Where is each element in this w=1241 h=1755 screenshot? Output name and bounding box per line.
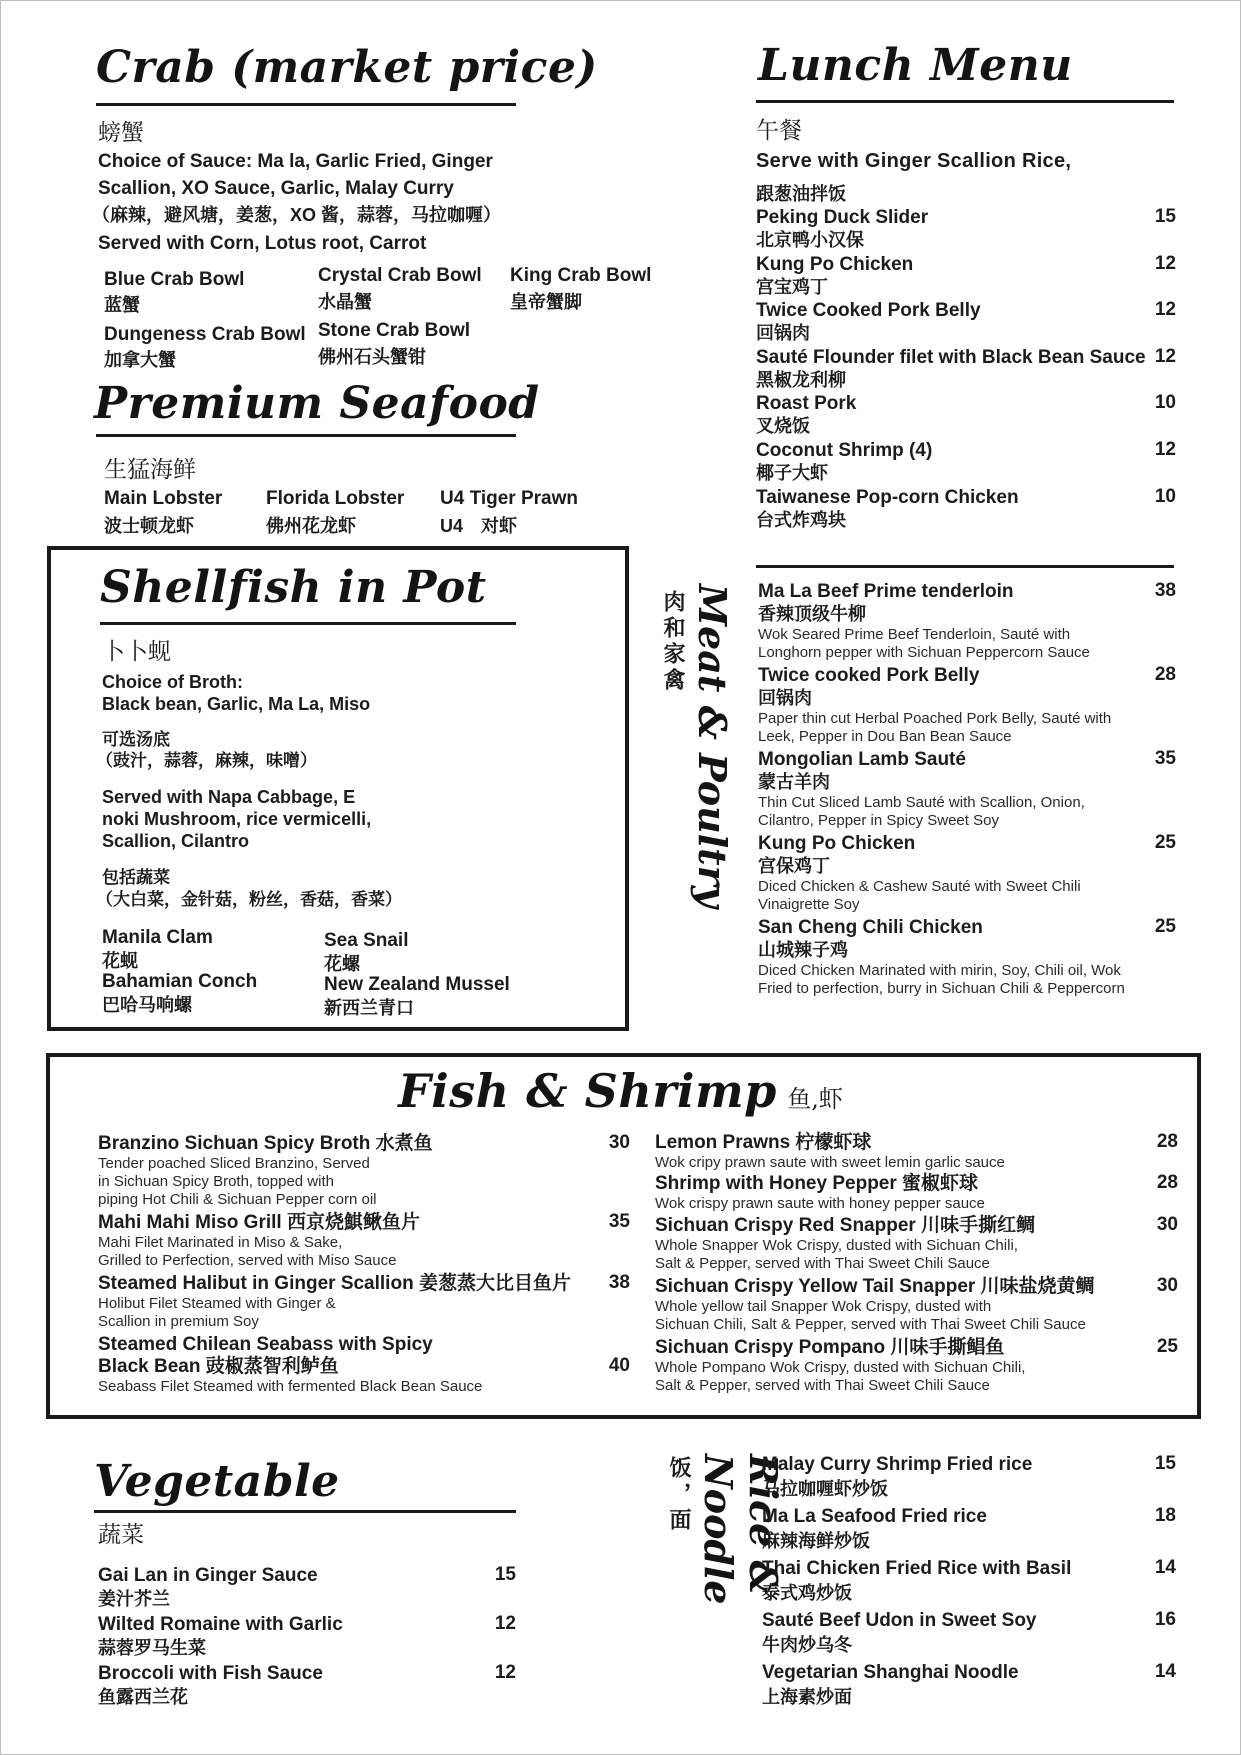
vegetable-cn-title: 蔬菜: [98, 1522, 144, 1548]
item-name: Sea Snail: [324, 930, 409, 951]
meat-item-desc-1: Paper thin cut Herbal Poached Pork Belly, Sauté with: [758, 710, 1112, 727]
fish-item-desc: Wok cripy prawn saute with sweet lemin garlic sauce: [655, 1154, 1005, 1171]
rice-item-cn: 牛肉炒乌冬: [762, 1635, 852, 1655]
meat-item-price: 25: [1154, 916, 1176, 937]
shellfish-title-rule: [100, 622, 516, 625]
rice-item-price: 14: [1154, 1661, 1176, 1682]
item-name: Stone Crab Bowl: [318, 320, 471, 341]
lunch-item-name: Roast Pork: [756, 393, 857, 415]
meat-title: Meat & Poultry: [690, 584, 735, 908]
item-cn: 水晶蟹: [318, 292, 372, 312]
meat-item-desc-2: Leek, Pepper in Dou Ban Bean Sauce: [758, 728, 1012, 745]
lunch-item-price: 15: [1154, 206, 1176, 227]
lunch-item-cn: 台式炸鸡块: [756, 509, 846, 530]
menu-item: [102, 970, 257, 1016]
veg-item-price: 12: [494, 1613, 516, 1634]
item-name: Bahamian Conch: [102, 971, 258, 992]
fish-item-name: Shrimp with Honey Pepper 蜜椒虾球: [655, 1173, 979, 1194]
shellfish-broth-cn-1: 可选汤底: [102, 730, 170, 749]
fish-item-desc: Tender poached Sliced Branzino, Served: [98, 1155, 370, 1172]
menu-item: [102, 926, 213, 972]
item-cn: 佛州花龙虾: [266, 516, 356, 536]
veg-item-name: Broccoli with Fish Sauce: [98, 1663, 323, 1684]
meat-item-desc-2: Fried to perfection, burry in Sichuan Chili & Peppercorn: [758, 980, 1125, 997]
meat-item-desc-1: Diced Chicken Marinated with mirin, Soy, Chili oil, Wok: [758, 962, 1121, 979]
fish-item-desc: Sichuan Chili, Salt & Pepper, served with Thai Sweet Chili Sauce: [655, 1316, 1086, 1333]
lunch-item-cn: 回锅肉: [756, 323, 810, 344]
menu-item: [266, 487, 404, 537]
item-name: Dungeness Crab Bowl: [104, 324, 306, 345]
rice-item-price: 18: [1154, 1505, 1176, 1526]
menu-item: [324, 929, 409, 975]
fish-item-name: Lemon Prawns 柠檬虾球: [655, 1132, 872, 1153]
vegetable-title-rule: [94, 1510, 516, 1513]
meat-cn-title: 肉和家禽: [660, 590, 686, 694]
lunch-item-name: Taiwanese Pop-corn Chicken: [756, 486, 1019, 508]
item-name: New Zealand Mussel: [324, 974, 510, 995]
shellfish-served-1: Served with Napa Cabbage, E: [102, 787, 356, 807]
lunch-item-cn: 椰子大虾: [756, 463, 828, 483]
menu-item: [104, 323, 306, 371]
lunch-item-price: 12: [1154, 252, 1176, 274]
item-cn: 佛州石头蟹钳: [318, 347, 426, 367]
shellfish-broth-2: Black bean, Garlic, Ma La, Miso: [102, 694, 371, 714]
lunch-item-name: Sauté Flounder filet with Black Bean Sauce: [756, 346, 1146, 368]
shellfish-broth-1: Choice of Broth:: [102, 672, 243, 692]
rice-item-cn: 泰式鸡炒饭: [762, 1583, 852, 1603]
lunch-serve-cn: 跟葱油拌饭: [756, 184, 846, 204]
veg-item-cn: 姜汁芥兰: [98, 1589, 170, 1609]
meat-item-price: 38: [1154, 580, 1176, 601]
lunch-item-name: Peking Duck Slider: [756, 207, 929, 228]
lunch-item-cn: 黑椒龙利柳: [756, 369, 846, 390]
meat-item-desc-2: Cilantro, Pepper in Spicy Sweet Soy: [758, 812, 999, 829]
premium-cn-title: 生猛海鲜: [104, 457, 196, 483]
item-cn: 新西兰青口: [324, 998, 414, 1018]
lunch-bottom-rule: [756, 565, 1174, 568]
fish-item-price: 28: [1156, 1172, 1178, 1193]
lunch-item-price: 12: [1154, 439, 1176, 460]
fish-item-desc: Scallion in premium Soy: [98, 1313, 259, 1330]
fish-item-name: Sichuan Crispy Red Snapper 川味手撕红鲷: [655, 1215, 1036, 1236]
fish-item-name: Steamed Chilean Seabass with Spicy: [98, 1334, 433, 1355]
meat-item-name: Twice cooked Pork Belly: [758, 665, 980, 686]
crab-sauce-cn: （麻辣，避风塘，姜葱，XO 酱，蒜蓉，马拉咖喱）: [92, 205, 502, 225]
fish-item-name: Sichuan Crispy Yellow Tail Snapper 川味盐烧黄鲷: [655, 1276, 1095, 1297]
rice-item-name: Ma La Seafood Fried rice: [762, 1506, 987, 1527]
item-cn: 波士顿龙虾: [104, 516, 194, 536]
fish-heading: [0, 1064, 1241, 1118]
fish-item-name: Branzino Sichuan Spicy Broth 水煮鱼: [98, 1133, 433, 1154]
rice-item-cn: 麻辣海鲜炒饭: [762, 1531, 870, 1551]
shellfish-title: Shellfish in Pot: [100, 562, 487, 613]
lunch-cn-title: 午餐: [756, 118, 802, 144]
item-cn: 巴哈马响螺: [102, 995, 192, 1015]
rice-cn-title: 饭，面: [666, 1456, 692, 1534]
rice-item-price: 15: [1154, 1453, 1176, 1474]
meat-item-cn: 山城辣子鸡: [758, 940, 848, 960]
veg-item-name: Wilted Romaine with Garlic: [98, 1614, 343, 1635]
fish-item-desc: in Sichuan Spicy Broth, topped with: [98, 1173, 334, 1190]
meat-item-price: 25: [1154, 832, 1176, 853]
veg-item-cn: 蒜蓉罗马生菜: [98, 1638, 206, 1658]
fish-item-price: 30: [608, 1132, 630, 1153]
item-name: U4 Tiger Prawn: [440, 488, 578, 509]
crab-cn-title: 螃蟹: [98, 120, 144, 146]
lunch-item-cn: 宫宝鸡丁: [756, 276, 828, 297]
rice-item-cn: 马拉咖喱虾炒饭: [762, 1479, 888, 1499]
meat-item-desc-1: Thin Cut Sliced Lamb Sauté with Scallion, Onion,: [758, 794, 1085, 811]
fish-item-price: 35: [608, 1211, 630, 1232]
fish-item-price: 30: [1156, 1275, 1178, 1296]
meat-item-name: Mongolian Lamb Sauté: [758, 749, 966, 770]
fish-item-desc: Whole Snapper Wok Crispy, dusted with Sichuan Chili,: [655, 1237, 1018, 1254]
veg-item-price: 12: [494, 1662, 516, 1683]
fish-item-name: Mahi Mahi Miso Grill 西京烧鯕鳅鱼片: [98, 1212, 420, 1233]
fish-item-desc: Seabass Filet Steamed with fermented Black Bean Sauce: [98, 1378, 483, 1395]
rice-item-cn: 上海素炒面: [762, 1687, 852, 1707]
fish-item-name: Sichuan Crispy Pompano 川味手撕鲳鱼: [655, 1337, 1005, 1358]
meat-item-cn: 香辣顶级牛柳: [758, 604, 866, 624]
crab-title: Crab (market price): [96, 42, 598, 93]
rice-item-name: Vegetarian Shanghai Noodle: [762, 1662, 1019, 1683]
fish-item-price: 25: [1156, 1336, 1178, 1357]
item-cn: 花蚬: [102, 951, 138, 971]
fish-item-desc: Salt & Pepper, served with Thai Sweet Chili Sauce: [655, 1255, 990, 1272]
rice-title: Rice & Noodle: [696, 1454, 786, 1605]
fish-item-price: 40: [608, 1355, 630, 1376]
meat-item-price: 35: [1154, 748, 1176, 769]
veg-item-price: 15: [494, 1564, 516, 1585]
shellfish-served-3: Scallion, Cilantro: [102, 831, 250, 851]
meat-item-desc-2: Longhorn pepper with Sichuan Peppercorn Sauce: [758, 644, 1090, 661]
premium-title: Premium Seafood: [94, 378, 540, 429]
menu-item: [324, 973, 510, 1019]
meat-item-cn: 宫保鸡丁: [758, 856, 830, 876]
lunch-item-name: Twice Cooked Pork Belly: [756, 300, 981, 322]
fish-item-price: 28: [1156, 1131, 1178, 1152]
fish-item-price: 30: [1156, 1214, 1178, 1235]
crab-sauce-line1: Choice of Sauce: Ma la, Garlic Fried, Ginger: [98, 151, 493, 172]
vegetable-title: Vegetable: [94, 1456, 340, 1507]
crab-title-rule: [96, 103, 516, 106]
meat-item-desc-1: Diced Chicken & Cashew Sauté with Sweet Chili: [758, 878, 1081, 895]
item-cn: 皇帝蟹脚: [510, 292, 582, 312]
item-name: Crystal Crab Bowl: [318, 265, 482, 286]
shellfish-served-cn-1: 包括蔬菜: [102, 868, 170, 887]
lunch-title: Lunch Menu: [758, 40, 1073, 91]
rice-item-name: Sauté Beef Udon in Sweet Soy: [762, 1610, 1037, 1631]
fish-item-name: Steamed Halibut in Ginger Scallion 姜葱蒸大比目鱼片: [98, 1273, 571, 1294]
menu-item: [318, 264, 482, 313]
rice-item-price: 14: [1154, 1557, 1176, 1578]
meat-item-name: Ma La Beef Prime tenderloin: [758, 581, 1014, 602]
rice-item-name: Thai Chicken Fried Rice with Basil: [762, 1558, 1072, 1579]
item-name: Florida Lobster: [266, 488, 405, 509]
lunch-item-price: 10: [1154, 392, 1176, 414]
meat-item-name: Kung Po Chicken: [758, 833, 916, 854]
meat-item-cn: 蒙古羊肉: [758, 772, 830, 792]
fish-item-desc: Holibut Filet Steamed with Ginger &: [98, 1295, 336, 1312]
meat-item-desc-2: Vinaigrette Soy: [758, 896, 860, 913]
shellfish-cn-title: 卜卜蚬: [102, 639, 171, 665]
lunch-item-cn: 叉烧饭: [756, 416, 810, 437]
item-name: Main Lobster: [104, 488, 223, 509]
rice-item-price: 16: [1154, 1609, 1176, 1630]
meat-item-price: 28: [1154, 664, 1176, 685]
menu-item: [104, 487, 222, 537]
fish-item-desc: Mahi Filet Marinated in Miso & Sake,: [98, 1234, 343, 1251]
shellfish-served-2: noki Mushroom, rice vermicelli,: [102, 809, 372, 829]
item-name: Manila Clam: [102, 927, 213, 948]
fish-item-desc: Salt & Pepper, served with Thai Sweet Chili Sauce: [655, 1377, 990, 1394]
lunch-item-cn: 北京鸭小汉保: [756, 230, 864, 250]
lunch-item-name: Kung Po Chicken: [756, 253, 914, 275]
lunch-item-price: 12: [1154, 299, 1176, 321]
menu-item: [318, 319, 470, 368]
crab-served: Served with Corn, Lotus root, Carrot: [98, 233, 427, 254]
item-cn: 蓝蟹: [104, 295, 140, 315]
fish-title: Fish & Shrimp: [398, 1064, 777, 1118]
shellfish-broth-cn-2: （豉汁，蒜蓉，麻辣，味噌）: [96, 751, 317, 770]
item-name: King Crab Bowl: [510, 265, 652, 286]
lunch-serve: Serve with Ginger Scallion Rice,: [756, 150, 1072, 172]
meat-item-name: San Cheng Chili Chicken: [758, 917, 983, 938]
premium-title-rule: [96, 434, 516, 437]
lunch-item-name: Coconut Shrimp (4): [756, 440, 933, 461]
item-cn: 加拿大蟹: [104, 350, 176, 370]
fish-item-name-2: Black Bean 豉椒蒸智利鲈鱼: [98, 1356, 339, 1377]
fish-item-desc: piping Hot Chili & Sichuan Pepper corn oil: [98, 1191, 377, 1208]
item-cn: U4 对虾: [440, 516, 518, 536]
fish-item-desc: Wok crispy prawn saute with honey pepper sauce: [655, 1195, 985, 1212]
fish-item-desc: Whole Pompano Wok Crispy, dusted with Sichuan Chili,: [655, 1359, 1026, 1376]
veg-item-cn: 鱼露西兰花: [98, 1687, 188, 1707]
lunch-item-price: 10: [1154, 485, 1176, 507]
rice-item-name: Malay Curry Shrimp Fried rice: [762, 1454, 1033, 1475]
meat-item-desc-1: Wok Seared Prime Beef Tenderloin, Sauté with: [758, 626, 1071, 643]
menu-item: [440, 487, 578, 537]
lunch-item-price: 12: [1154, 345, 1176, 367]
lunch-title-rule: [756, 100, 1174, 103]
item-name: Blue Crab Bowl: [104, 269, 245, 290]
veg-item-name: Gai Lan in Ginger Sauce: [98, 1565, 318, 1586]
shellfish-served-cn-2: （大白菜，金针菇，粉丝，香菇，香菜）: [96, 890, 402, 909]
fish-item-desc: Grilled to Perfection, served with Miso Sauce: [98, 1252, 397, 1269]
menu-item: [510, 264, 651, 313]
meat-item-cn: 回锅肉: [758, 688, 812, 708]
item-cn: 花螺: [324, 954, 360, 974]
crab-sauce-line2: Scallion, XO Sauce, Garlic, Malay Curry: [98, 178, 454, 199]
menu-item: [104, 268, 244, 316]
fish-cn-title: 鱼,虾: [787, 1085, 843, 1113]
fish-item-desc: Whole yellow tail Snapper Wok Crispy, dusted with: [655, 1298, 992, 1315]
fish-item-price: 38: [608, 1272, 630, 1293]
